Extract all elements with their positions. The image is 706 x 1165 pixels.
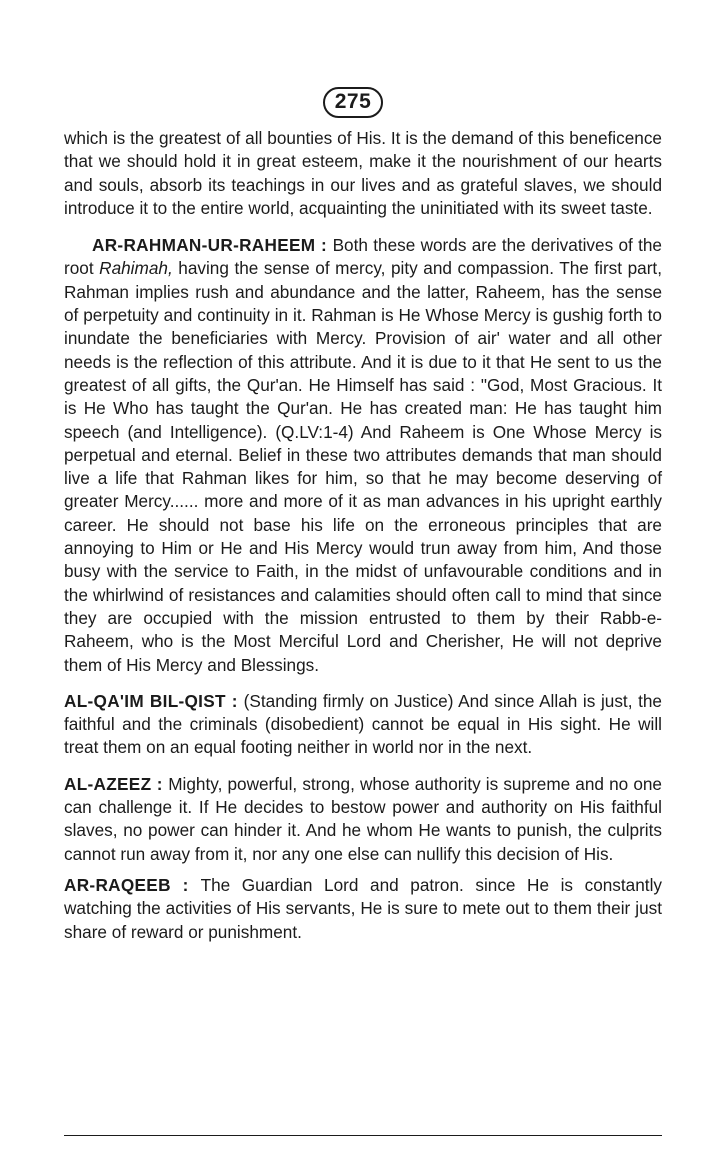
paragraph-ar-rahman-ur-raheem [64, 234, 662, 677]
footer-divider [64, 1135, 662, 1136]
term-heading: AL-AZEEZ [64, 773, 152, 794]
paragraph-al-azeez [64, 773, 662, 866]
term-heading: AR-RAHMAN-UR-RAHEEM [92, 235, 316, 256]
paragraph-text: which is the greatest of all bounties of His. It is the demand of this beneficence that we should hold it in great esteem, make it the nourishment of our hearts and souls, absorb its teachings in our lives and as grateful slaves, we should introduce it to the entire world, acquainting the uninitiated with its sweet taste. [64, 128, 662, 218]
paragraph-text: Both these words are the derivatives of the root [64, 235, 662, 279]
paragraph-al-qaim-bil-qist [64, 690, 662, 760]
paragraph-text: (Standing firmly on Justice) And since Allah is just, the faithful and the criminals (disobedient) cannot be equal in His sight. He will treat them on an equal footing neither in world nor in the next. [64, 690, 662, 758]
paragraph-text: having the sense of mercy, pity and compassion. The first part, Rahman implies rush and abundance and the latter, Raheem, has the sense of perpetuity and continuity in it. Rahman is He Whose Mercy is gushig forth to inundate the beneficiaries with Mercy. Provision of air' water and all other needs is the reflection of this attribute. And it is due to it that He sent to us the greatest of all gifts, the Qur'an. He Himself has said : "God, Most Gracious. It is He Who has taught the Qur'an. He has created man: He has taught him speech (and Intelligence). (Q.LV:1-4) And Raheem is One Whose Mercy is perpetual and eternal. Belief in these two attributes demands that man should live a life that Rahman likes for him, so that he may become deserving of greater Mercy...... more and more of it as man advances in his upright earthly career. He should not base his life on the erroneous principles that are annoying to Him or He and His Mercy would trun away from him, And those busy with the service to Faith, in the midst of unfavourable conditions and in the whirlwind of resistances and calamities should often call to mind that since they are occupied with the mission entrusted to them by their Rabb-e-Raheem, who is the Most Merciful Lord and Cherisher, He will not deprive them of His Mercy and Blessings. [64, 258, 662, 675]
term-separator: : [170, 874, 201, 895]
term-heading: AR-RAQEEB [64, 874, 171, 895]
paragraph-ar-raqeeb [64, 874, 662, 944]
paragraph-intro [64, 127, 662, 220]
emphasis-word: Rahimah, [99, 258, 173, 279]
page-number-container [0, 87, 706, 118]
term-separator: : [151, 773, 169, 794]
paragraph-text: Mighty, powerful, strong, whose authority is supreme and no one can challenge it. If He decides to bestow power and authority on His faithful slaves, no power can hinder it. And he whom He wants to punish, the culprits cannot run away from it, nor any one else can nullify this decision of His. [64, 773, 662, 864]
page-number: 275 [323, 87, 384, 118]
term-heading: AL-QA'IM BIL-QIST [64, 690, 226, 711]
paragraph-text: The Guardian Lord and patron. since He is constantly watching the activities of His servants, He is sure to mete out to them their just share of reward or punishment. [64, 874, 662, 942]
term-separator: : [315, 235, 333, 256]
term-separator: : [225, 690, 244, 711]
body-text [64, 127, 662, 944]
